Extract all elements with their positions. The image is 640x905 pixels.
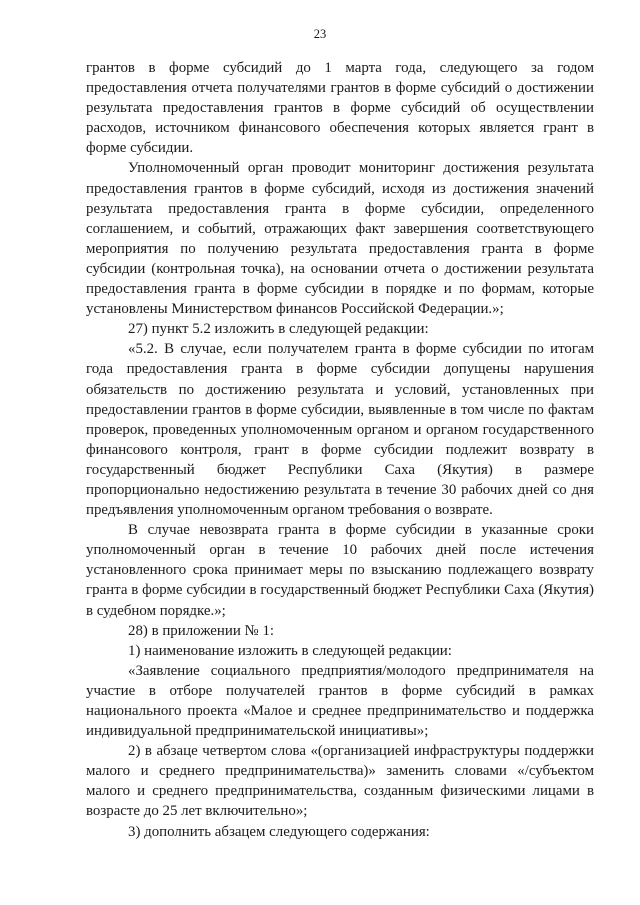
paragraph-2: Уполномоченный орган проводит мониторинг достижения результата предоставления грантов в форме субсидий, исходя из достижения значений результата предоставления гранта в форме субсидии, определенного соглашением, и событий, отражающих факт завершения соответствующего мероприятия по получению результата предоставления гранта в форме субсидии (контрольная точка), на основании отчета о достижении результата предоставления гранта в форме субсидии в порядке и по формам, которые установлены Министерством финансов Российской Федерации.»; (86, 160, 594, 318)
paragraph-7: 1) наименование изложить в следующей редакции: (128, 642, 452, 659)
document-body (86, 58, 594, 842)
page-number: 23 (313, 27, 327, 41)
paragraph-1: грантов в форме субсидий до 1 марта года, следующего за годом предоставления отчета получателями грантов в форме субсидий о достижении результата предоставления грантов в форме субсидий об осуществлении расходов, источником финансового обеспечения которых является грант в форме субсидии. (86, 60, 594, 157)
paragraph-4: «5.2. В случае, если получателем гранта в форме субсидии по итогам года предоставления гранта в форме субсидии допущены нарушения обязательств по достижению результата и условий, установленных при предоставлении грантов в форме субсидии, выявленные в том числе по фактам проверок, проведенных уполномоченным органом и органом государственного финансового контроля, грант в форме субсидии подлежит возврату в государственный бюджет Республики Саха (Якутия) в размере пропорционально недостижению результата в течение 30 рабочих дней со дня предъявления уполномоченным органом требования о возврате. (86, 341, 594, 519)
paragraph-8: «Заявление социального предприятия/молодого предпринимателя на участие в отборе получателей грантов в форме субсидий в рамках национального проекта «Малое и среднее предпринимательство и поддержка индивидуальной предпринимательской инициативы»; (86, 662, 594, 740)
paragraph-6: 28) в приложении № 1: (128, 622, 275, 639)
paragraph-3: 27) пункт 5.2 изложить в следующей редакции: (128, 321, 429, 338)
paragraph-9: 2) в абзаце четвертом слова «(организацией инфраструктуры поддержки малого и среднего предпринимательства)» заменить словами «/субъектом малого и среднего предпринимательства, созданным физическими лицами в возрасте до 25 лет включительно»; (86, 743, 594, 820)
paragraph-10: 3) дополнить абзацем следующего содержания: (128, 823, 430, 840)
paragraph-5: В случае невозврата гранта в форме субсидии в указанные сроки уполномоченный орган в течение 10 рабочих дней после истечения установленного срока принимает меры по взысканию подлежащего возврату гранта в форме субсидии в государственный бюджет Республики Саха (Якутия) в судебном порядке.»; (86, 522, 594, 619)
